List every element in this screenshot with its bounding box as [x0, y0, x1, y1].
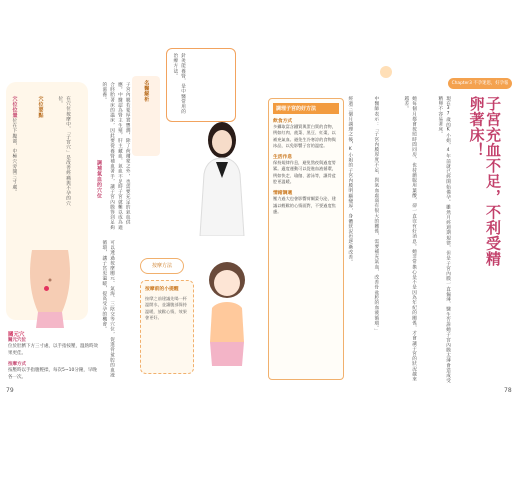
page-number-left: 79	[6, 387, 14, 394]
info-box	[268, 98, 344, 380]
column-2: 她每個月都會按照時間同房，也持續服用葉酸，卻一直沒有好消息。她非常擔心是不是因為年紀的關係，才會讓子宮的狀況越來越差。	[403, 96, 417, 382]
acupoint-section: 穴位要點	[37, 96, 44, 118]
doctor-photo	[196, 118, 248, 236]
girl-illustration	[198, 258, 256, 378]
right-page	[260, 0, 520, 500]
tip-box: 按摩前的小提醒 按摩之前建議先喝一杯溫開水，並讓腹部保持溫暖，放鬆心情，效果會更好。	[140, 280, 194, 374]
doctor-quote-bubble: 針灸能養腎，是中醫常用的治療方法。	[166, 48, 236, 122]
page-number-right: 78	[504, 387, 512, 394]
sub-title: 調補氣血的穴位	[96, 160, 102, 199]
acupoint-label: 關元穴	[8, 332, 25, 338]
tip-badge: 按摩方法	[140, 258, 184, 274]
torso-illustration	[18, 250, 82, 328]
finger-method: 按摩方式 按壓時以手指腹輕揉，每次5~10分鐘，早晚各一次。	[8, 362, 97, 380]
column-3: 中醫師表示：「子宮內膜厚度不足，與氣血虛弱有很大的關係，需要補充氣血，改善骨盆腔的血液循環。」	[373, 96, 379, 334]
box-section-text: 多攝取富含鐵質與蛋白質的食物，例如紅肉、菠菜、黑豆、紅棗，以補充氣血。避免生冷寒涼的食物與冰品，以免影響子宮的溫度。	[273, 124, 336, 148]
sub-column: 可以透過按摩關元、氣海、三陰交等穴位，促進骨盆腔的血液循環，讓子宮更溫暖，提高受孕的機會。	[101, 240, 115, 378]
acupoint-marker	[44, 286, 49, 291]
headline: 子宮充血不足，不利受精卵著床！	[467, 96, 502, 267]
acupoint-intro: 在穴位按摩中，「子宮穴」是改善經痛與不孕的穴位。	[57, 96, 71, 206]
acupoint-description: 關元穴位 位於肚臍下方三寸處，以手指按壓，溫熱時效果更佳。	[8, 338, 98, 356]
lead-text: 現在37歲的K小姐，4年前就已經開始備孕。雖然月經週期規律，但是子宮內膜一直偏薄，醫生告訴她子宮內膜太薄會造成受精卵不容易著床。	[437, 96, 451, 384]
acupoint-location: 穴位位置 位在下腹部，中極穴旁開三寸處。	[11, 96, 18, 195]
box-section-text: 保持規律作息，避免熬夜與過度勞累。適度運動可以促進血液循環，例如快走、瑜伽、游泳等，讓骨盆腔更溫暖。	[273, 160, 336, 185]
box-section-text: 壓力過大也會影響荷爾蒙分泌，建議以輕鬆的心情面對，不要過度焦慮。	[273, 196, 336, 214]
info-box-title: 調理子宮的好方法	[273, 103, 339, 114]
main-column: 子宮內膜若要厚實豐潤，除了荷爾蒙之外，也需要充足的氣血供應。中醫認為腎主生殖，肝主藏血，氣血不足時子宮就難以成為適合胚胎著床的溫床，因此要從養腎補血著手，讓子宮內膜得到足夠的滋養。	[101, 82, 131, 230]
column-4: 經過三個月調理之後，K小姐的子宮內膜明顯變厚，身體狀況也逐漸改善。	[347, 96, 353, 265]
box-section-title: 生活作息	[273, 155, 293, 161]
box-section-title: 情緒調適	[273, 191, 293, 197]
decor-bead	[380, 66, 392, 78]
chapter-tag: Chapter3 不孕迷思，好孕報到！	[448, 78, 512, 89]
box-section-title: 飲食方式	[273, 119, 293, 124]
doctor-box: 名醫解析	[132, 76, 160, 156]
